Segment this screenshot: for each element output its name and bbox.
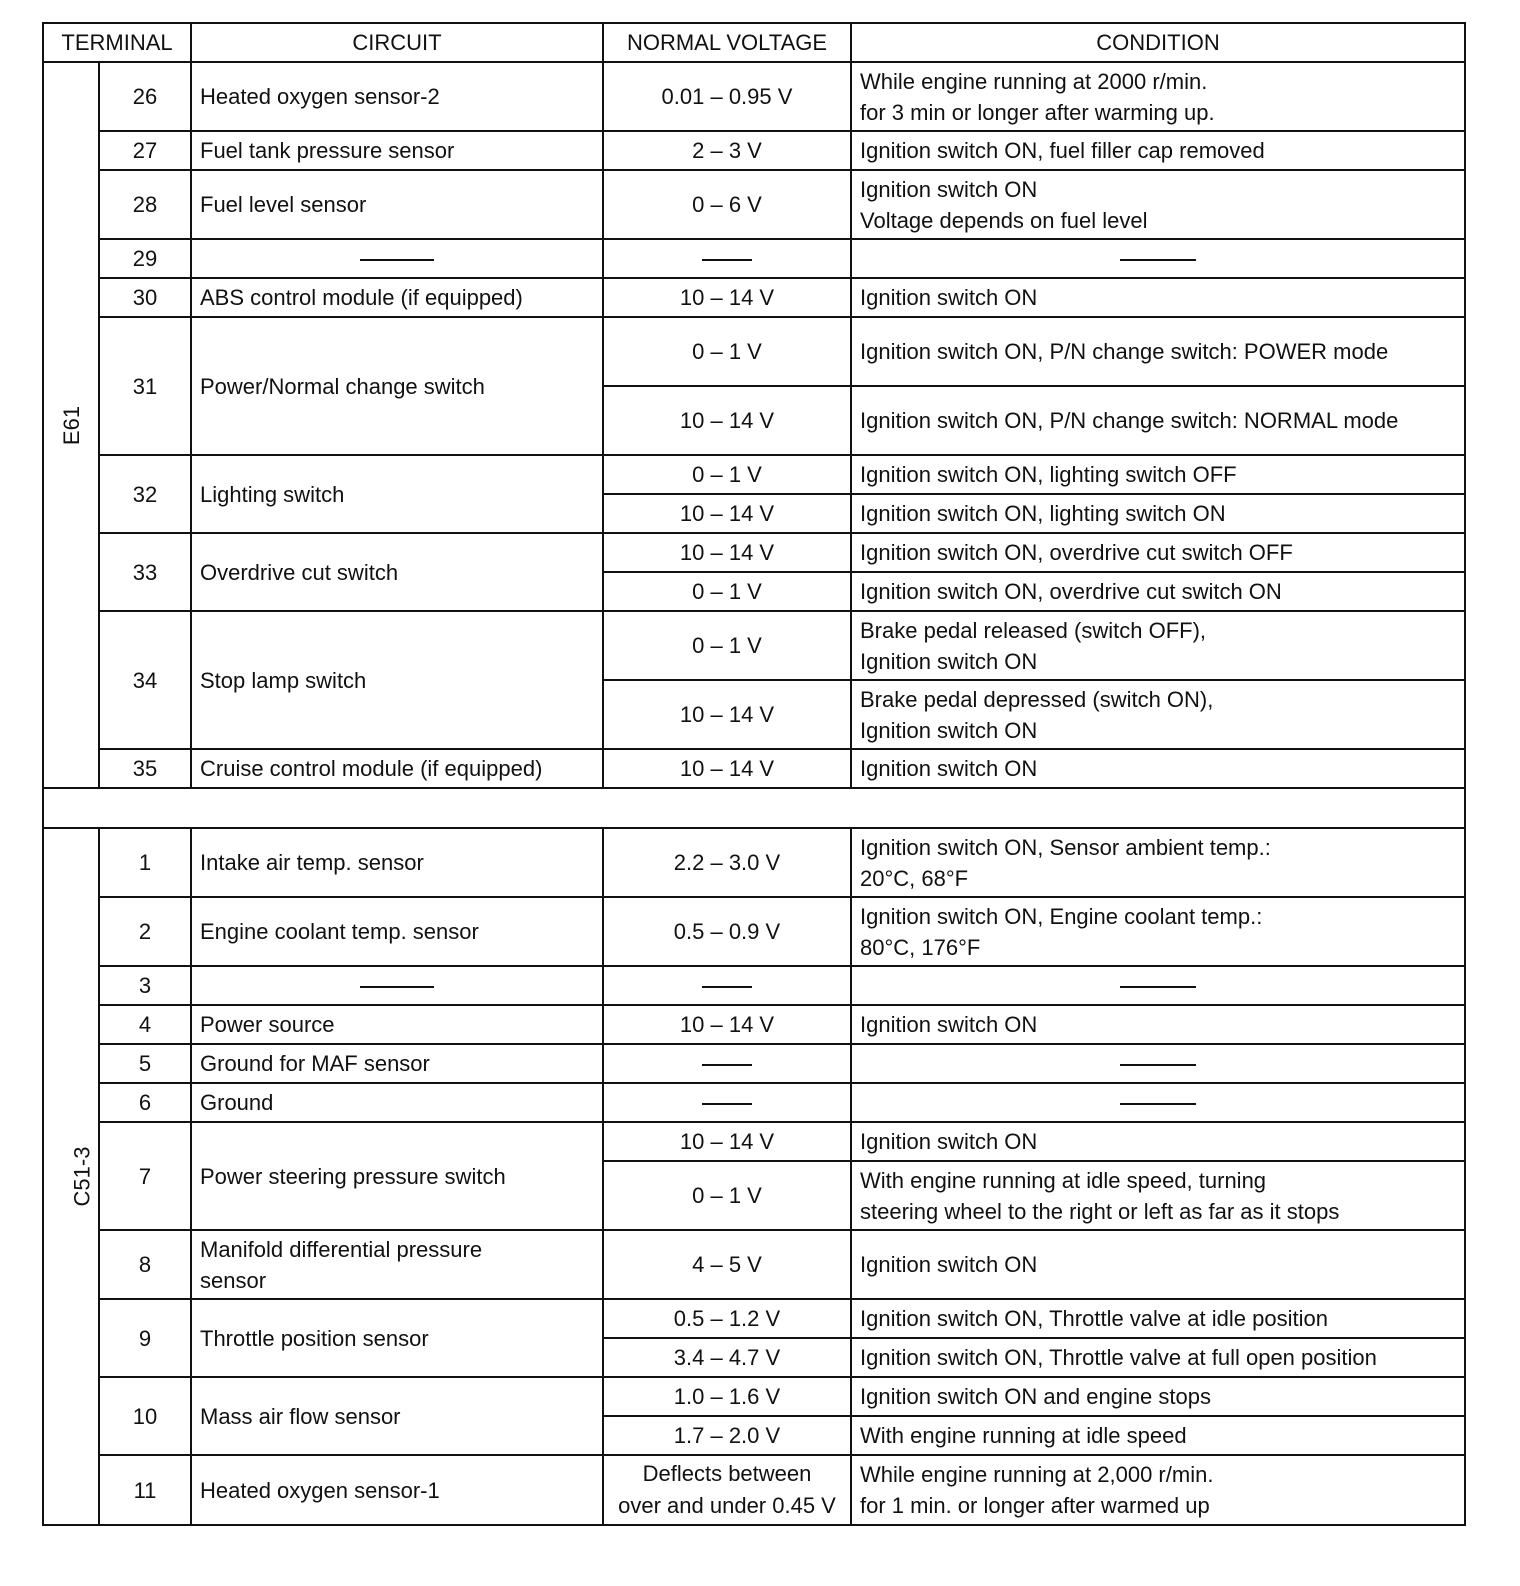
circuit-name: Power/Normal change switch [191, 317, 603, 455]
circuit-name: ABS control module (if equipped) [191, 278, 603, 317]
terminal-voltage-sheet [42, 22, 1466, 1526]
dash-mark [360, 259, 434, 261]
circuit-name: Cruise control module (if equipped) [191, 749, 603, 788]
normal-voltage: 10 – 14 V [603, 494, 851, 533]
table-row [43, 1377, 1465, 1416]
condition-text: Ignition switch ON, P/N change switch: NORMAL mode [851, 386, 1465, 455]
condition-text: Ignition switch ON, P/N change switch: POWER mode [851, 317, 1465, 386]
connector-name: E61 [59, 405, 85, 445]
header-normal-voltage: NORMAL VOLTAGE [603, 23, 851, 62]
terminal-number: 5 [99, 1044, 191, 1083]
circuit-name: Mass air flow sensor [191, 1377, 603, 1455]
table-row [43, 1083, 1465, 1122]
terminal-number: 30 [99, 278, 191, 317]
terminal-number: 32 [99, 455, 191, 533]
table-row [43, 1455, 1465, 1525]
normal-voltage: 0 – 1 V [603, 317, 851, 386]
connector-label [43, 62, 99, 788]
normal-voltage: 4 – 5 V [603, 1230, 851, 1299]
table-row [43, 1122, 1465, 1161]
table-row [43, 1005, 1465, 1044]
terminal-number: 33 [99, 533, 191, 611]
dash-mark [702, 1064, 752, 1066]
table-row [43, 278, 1465, 317]
circuit-name: Heated oxygen sensor-1 [191, 1455, 603, 1525]
normal-voltage: 0 – 1 V [603, 1161, 851, 1230]
table-row [43, 611, 1465, 680]
table-row [43, 170, 1465, 239]
terminal-number: 9 [99, 1299, 191, 1377]
terminal-number: 7 [99, 1122, 191, 1230]
terminal-number: 28 [99, 170, 191, 239]
normal-voltage [603, 239, 851, 278]
normal-voltage: 0 – 1 V [603, 455, 851, 494]
table-row [43, 1044, 1465, 1083]
terminal-number: 11 [99, 1455, 191, 1525]
normal-voltage: 0 – 1 V [603, 572, 851, 611]
condition-text: Ignition switch ON, overdrive cut switch OFF [851, 533, 1465, 572]
normal-voltage: 10 – 14 V [603, 1005, 851, 1044]
condition-text: Ignition switch ON, Throttle valve at idle position [851, 1299, 1465, 1338]
condition-text: Ignition switch ON, lighting switch OFF [851, 455, 1465, 494]
terminal-number: 6 [99, 1083, 191, 1122]
normal-voltage: 10 – 14 V [603, 386, 851, 455]
dash-mark [1120, 259, 1196, 261]
normal-voltage [603, 1044, 851, 1083]
terminal-voltage-table [42, 22, 1466, 1526]
condition-text: Ignition switch ON [851, 1122, 1465, 1161]
table-row [43, 1299, 1465, 1338]
circuit-name: Throttle position sensor [191, 1299, 603, 1377]
terminal-number: 27 [99, 131, 191, 170]
normal-voltage: 0.5 – 0.9 V [603, 897, 851, 966]
circuit-name: Stop lamp switch [191, 611, 603, 749]
normal-voltage [603, 966, 851, 1005]
condition-text [851, 239, 1465, 278]
dash-mark [360, 986, 434, 988]
condition-text: Brake pedal released (switch OFF), Ignition switch ON [851, 611, 1465, 680]
condition-text: Ignition switch ON, Sensor ambient temp.: 20°C, 68°F [851, 828, 1465, 897]
connector-label [43, 828, 99, 1525]
table-row [43, 455, 1465, 494]
circuit-name: Ground for MAF sensor [191, 1044, 603, 1083]
table-row [43, 966, 1465, 1005]
header-condition: CONDITION [851, 23, 1465, 62]
terminal-number: 2 [99, 897, 191, 966]
header-terminal: TERMINAL [43, 23, 191, 62]
condition-text: Ignition switch ON [851, 1230, 1465, 1299]
terminal-number: 34 [99, 611, 191, 749]
terminal-number: 8 [99, 1230, 191, 1299]
table-row [43, 749, 1465, 788]
normal-voltage: 3.4 – 4.7 V [603, 1338, 851, 1377]
dash-mark [1120, 1103, 1196, 1105]
terminal-number: 10 [99, 1377, 191, 1455]
circuit-name: Engine coolant temp. sensor [191, 897, 603, 966]
table-row [43, 533, 1465, 572]
normal-voltage: 1.7 – 2.0 V [603, 1416, 851, 1455]
normal-voltage: 10 – 14 V [603, 1122, 851, 1161]
circuit-name: Lighting switch [191, 455, 603, 533]
normal-voltage: 0 – 1 V [603, 611, 851, 680]
dash-mark [1120, 1064, 1196, 1066]
table-row [43, 897, 1465, 966]
circuit-name: Overdrive cut switch [191, 533, 603, 611]
condition-text: Ignition switch ON, Throttle valve at full open position [851, 1338, 1465, 1377]
table-body [43, 62, 1465, 1525]
dash-mark [1120, 986, 1196, 988]
normal-voltage: 0 – 6 V [603, 170, 851, 239]
condition-text: Ignition switch ON, overdrive cut switch ON [851, 572, 1465, 611]
condition-text: With engine running at idle speed, turning steering wheel to the right or left as far as it stops [851, 1161, 1465, 1230]
normal-voltage: 10 – 14 V [603, 680, 851, 749]
terminal-number: 4 [99, 1005, 191, 1044]
condition-text: With engine running at idle speed [851, 1416, 1465, 1455]
condition-text [851, 1044, 1465, 1083]
circuit-name: Ground [191, 1083, 603, 1122]
terminal-number: 31 [99, 317, 191, 455]
table-row [43, 131, 1465, 170]
normal-voltage: 1.0 – 1.6 V [603, 1377, 851, 1416]
circuit-name: Intake air temp. sensor [191, 828, 603, 897]
circuit-name: Heated oxygen sensor-2 [191, 62, 603, 131]
terminal-number: 1 [99, 828, 191, 897]
normal-voltage: 2 – 3 V [603, 131, 851, 170]
table-row [43, 239, 1465, 278]
header-circuit: CIRCUIT [191, 23, 603, 62]
dash-mark [702, 986, 752, 988]
connector-name: C51-3 [69, 1146, 95, 1207]
circuit-name: Fuel level sensor [191, 170, 603, 239]
circuit-name: Fuel tank pressure sensor [191, 131, 603, 170]
terminal-number: 26 [99, 62, 191, 131]
condition-text: While engine running at 2,000 r/min. for 1 min. or longer after warmed up [851, 1455, 1465, 1525]
header-row [43, 23, 1465, 62]
terminal-number: 29 [99, 239, 191, 278]
condition-text: Ignition switch ON Voltage depends on fuel level [851, 170, 1465, 239]
condition-text: Ignition switch ON [851, 278, 1465, 317]
normal-voltage: 0.5 – 1.2 V [603, 1299, 851, 1338]
normal-voltage: 10 – 14 V [603, 278, 851, 317]
normal-voltage: Deflects between over and under 0.45 V [603, 1455, 851, 1525]
normal-voltage [603, 1083, 851, 1122]
condition-text [851, 1083, 1465, 1122]
separator-cell [43, 788, 1465, 828]
circuit-name: Power steering pressure switch [191, 1122, 603, 1230]
table-row [43, 828, 1465, 897]
section-separator [43, 788, 1465, 828]
condition-text: Ignition switch ON, lighting switch ON [851, 494, 1465, 533]
circuit-name: Power source [191, 1005, 603, 1044]
table-row [43, 62, 1465, 131]
circuit-name [191, 966, 603, 1005]
condition-text: Ignition switch ON, fuel filler cap removed [851, 131, 1465, 170]
condition-text: Ignition switch ON [851, 1005, 1465, 1044]
condition-text: Brake pedal depressed (switch ON), Ignition switch ON [851, 680, 1465, 749]
condition-text: Ignition switch ON, Engine coolant temp.: 80°C, 176°F [851, 897, 1465, 966]
circuit-name: Manifold differential pressure sensor [191, 1230, 603, 1299]
dash-mark [702, 1103, 752, 1105]
condition-text [851, 966, 1465, 1005]
terminal-number: 3 [99, 966, 191, 1005]
table-row [43, 1230, 1465, 1299]
table-row [43, 317, 1465, 386]
normal-voltage: 0.01 – 0.95 V [603, 62, 851, 131]
condition-text: While engine running at 2000 r/min. for 3 min or longer after warming up. [851, 62, 1465, 131]
normal-voltage: 10 – 14 V [603, 749, 851, 788]
circuit-name [191, 239, 603, 278]
normal-voltage: 10 – 14 V [603, 533, 851, 572]
terminal-number: 35 [99, 749, 191, 788]
dash-mark [702, 259, 752, 261]
condition-text: Ignition switch ON [851, 749, 1465, 788]
normal-voltage: 2.2 – 3.0 V [603, 828, 851, 897]
condition-text: Ignition switch ON and engine stops [851, 1377, 1465, 1416]
